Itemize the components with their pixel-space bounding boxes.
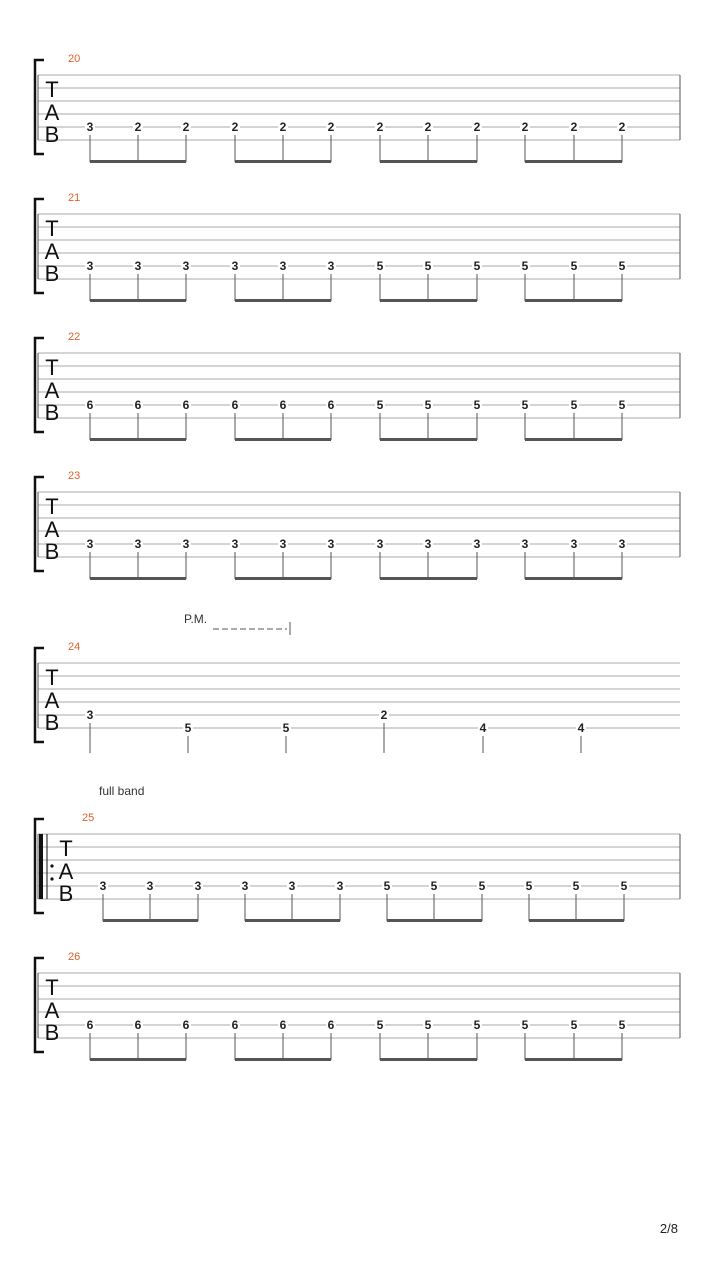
- tab-clef-letter: A: [44, 998, 60, 1023]
- fret-number: 5: [424, 1018, 432, 1032]
- beam: [525, 1058, 622, 1061]
- beam: [525, 160, 622, 163]
- fret-number: 5: [376, 259, 384, 273]
- fret-number: 6: [279, 1018, 287, 1032]
- beam: [90, 577, 186, 580]
- palm-mute-label: P.M.: [184, 612, 208, 626]
- fret-number: 2: [473, 120, 481, 134]
- tab-clef-letter: A: [44, 378, 60, 403]
- fret-number: 2: [424, 120, 432, 134]
- fret-number: 3: [327, 537, 335, 551]
- fret-number: 2: [231, 120, 239, 134]
- fret-number: 3: [99, 879, 107, 893]
- tab-clef-letter: A: [58, 859, 74, 884]
- beam: [90, 438, 186, 441]
- tab-clef-letter: A: [44, 517, 60, 542]
- fret-number: 5: [376, 398, 384, 412]
- fret-number: 2: [327, 120, 335, 134]
- fret-number: 3: [570, 537, 578, 551]
- fret-number: 6: [231, 398, 239, 412]
- measure-number: 24: [68, 641, 81, 653]
- beam: [387, 919, 482, 922]
- beam: [525, 299, 622, 302]
- fret-number: 6: [86, 398, 94, 412]
- measure-number: 21: [68, 192, 81, 204]
- fret-number: 5: [570, 1018, 578, 1032]
- measure-number: 22: [68, 331, 81, 343]
- fret-number: 3: [86, 120, 94, 134]
- beam: [525, 577, 622, 580]
- fret-number: 5: [570, 259, 578, 273]
- fret-number: 2: [279, 120, 287, 134]
- tab-clef-letter: B: [44, 122, 60, 147]
- fret-number: 6: [182, 398, 190, 412]
- fret-number: 2: [376, 120, 384, 134]
- fret-number: 3: [231, 537, 239, 551]
- beam: [90, 160, 186, 163]
- repeat-dot: [50, 877, 53, 880]
- beam: [380, 577, 477, 580]
- tab-clef-letter: T: [45, 665, 59, 690]
- fret-number: 3: [86, 259, 94, 273]
- fret-number: 5: [473, 398, 481, 412]
- fret-number: 5: [376, 1018, 384, 1032]
- fret-number: 3: [288, 879, 296, 893]
- fret-number: 3: [473, 537, 481, 551]
- beam: [245, 919, 340, 922]
- tab-clef-letter: B: [44, 710, 60, 735]
- fret-number: 3: [279, 259, 287, 273]
- beam: [103, 919, 198, 922]
- fret-number: 5: [282, 721, 290, 735]
- fret-number: 3: [279, 537, 287, 551]
- fret-number: 6: [231, 1018, 239, 1032]
- fret-number: 5: [570, 398, 578, 412]
- fret-number: 3: [231, 259, 239, 273]
- fret-number: 4: [479, 721, 487, 735]
- fret-number: 4: [577, 721, 585, 735]
- fret-number: 3: [424, 537, 432, 551]
- fret-number: 5: [620, 879, 628, 893]
- tab-clef-letter: A: [44, 688, 60, 713]
- tab-clef-letter: A: [44, 100, 60, 125]
- fret-number: 3: [241, 879, 249, 893]
- fret-number: 6: [86, 1018, 94, 1032]
- tab-clef-letter: B: [58, 881, 74, 906]
- fret-number: 3: [134, 259, 142, 273]
- fret-number: 5: [473, 259, 481, 273]
- fret-number: 2: [182, 120, 190, 134]
- fret-number: 5: [618, 1018, 626, 1032]
- fret-number: 3: [182, 259, 190, 273]
- tab-clef-letter: T: [45, 975, 59, 1000]
- fret-number: 2: [570, 120, 578, 134]
- fret-number: 5: [618, 398, 626, 412]
- fret-number: 6: [134, 1018, 142, 1032]
- measure-number: 20: [68, 53, 81, 65]
- fret-number: 3: [146, 879, 154, 893]
- fret-number: 3: [521, 537, 529, 551]
- fret-number: 5: [473, 1018, 481, 1032]
- tab-clef-letter: B: [44, 400, 60, 425]
- fret-number: 6: [327, 398, 335, 412]
- tab-clef-letter: B: [44, 1020, 60, 1045]
- beam: [235, 438, 331, 441]
- fret-number: 5: [184, 721, 192, 735]
- beam: [380, 438, 477, 441]
- fret-number: 3: [336, 879, 344, 893]
- beam: [235, 577, 331, 580]
- tab-clef-letter: B: [44, 539, 60, 564]
- fret-number: 5: [521, 259, 529, 273]
- fret-number: 6: [182, 1018, 190, 1032]
- fret-number: 6: [279, 398, 287, 412]
- fret-number: 6: [327, 1018, 335, 1032]
- fret-number: 5: [521, 1018, 529, 1032]
- beam: [380, 1058, 477, 1061]
- tab-clef-letter: T: [45, 355, 59, 380]
- beam: [90, 299, 186, 302]
- tab-clef-letter: T: [45, 494, 59, 519]
- beam: [529, 919, 624, 922]
- repeat-dot: [50, 864, 53, 867]
- fret-number: 5: [383, 879, 391, 893]
- tab-clef-letter: T: [59, 836, 73, 861]
- fret-number: 3: [86, 537, 94, 551]
- measure-number: 23: [68, 470, 81, 482]
- fret-number: 2: [380, 708, 388, 722]
- repeat-thick-bar: [39, 834, 43, 899]
- beam: [380, 299, 477, 302]
- tab-clef-letter: B: [44, 261, 60, 286]
- tab-clef-letter: T: [45, 77, 59, 102]
- fret-number: 3: [194, 879, 202, 893]
- fret-number: 3: [618, 537, 626, 551]
- beam: [90, 1058, 186, 1061]
- fret-number: 2: [521, 120, 529, 134]
- beam: [235, 1058, 331, 1061]
- fret-number: 3: [182, 537, 190, 551]
- fret-number: 5: [430, 879, 438, 893]
- tab-clef-letter: T: [45, 216, 59, 241]
- beam: [380, 160, 477, 163]
- fret-number: 5: [424, 259, 432, 273]
- tab-clef-letter: A: [44, 239, 60, 264]
- page-number: 2/8: [659, 1221, 678, 1236]
- fret-number: 5: [618, 259, 626, 273]
- measure-number: 25: [82, 812, 95, 824]
- beam: [235, 299, 331, 302]
- beam: [235, 160, 331, 163]
- text-annotation: full band: [99, 784, 145, 798]
- fret-number: 3: [376, 537, 384, 551]
- fret-number: 2: [618, 120, 626, 134]
- fret-number: 5: [521, 398, 529, 412]
- fret-number: 6: [134, 398, 142, 412]
- fret-number: 5: [424, 398, 432, 412]
- fret-number: 5: [525, 879, 533, 893]
- fret-number: 3: [327, 259, 335, 273]
- fret-number: 5: [478, 879, 486, 893]
- fret-number: 3: [86, 708, 94, 722]
- beam: [525, 438, 622, 441]
- measure-number: 26: [68, 951, 81, 963]
- fret-number: 2: [134, 120, 142, 134]
- fret-number: 5: [572, 879, 580, 893]
- fret-number: 3: [134, 537, 142, 551]
